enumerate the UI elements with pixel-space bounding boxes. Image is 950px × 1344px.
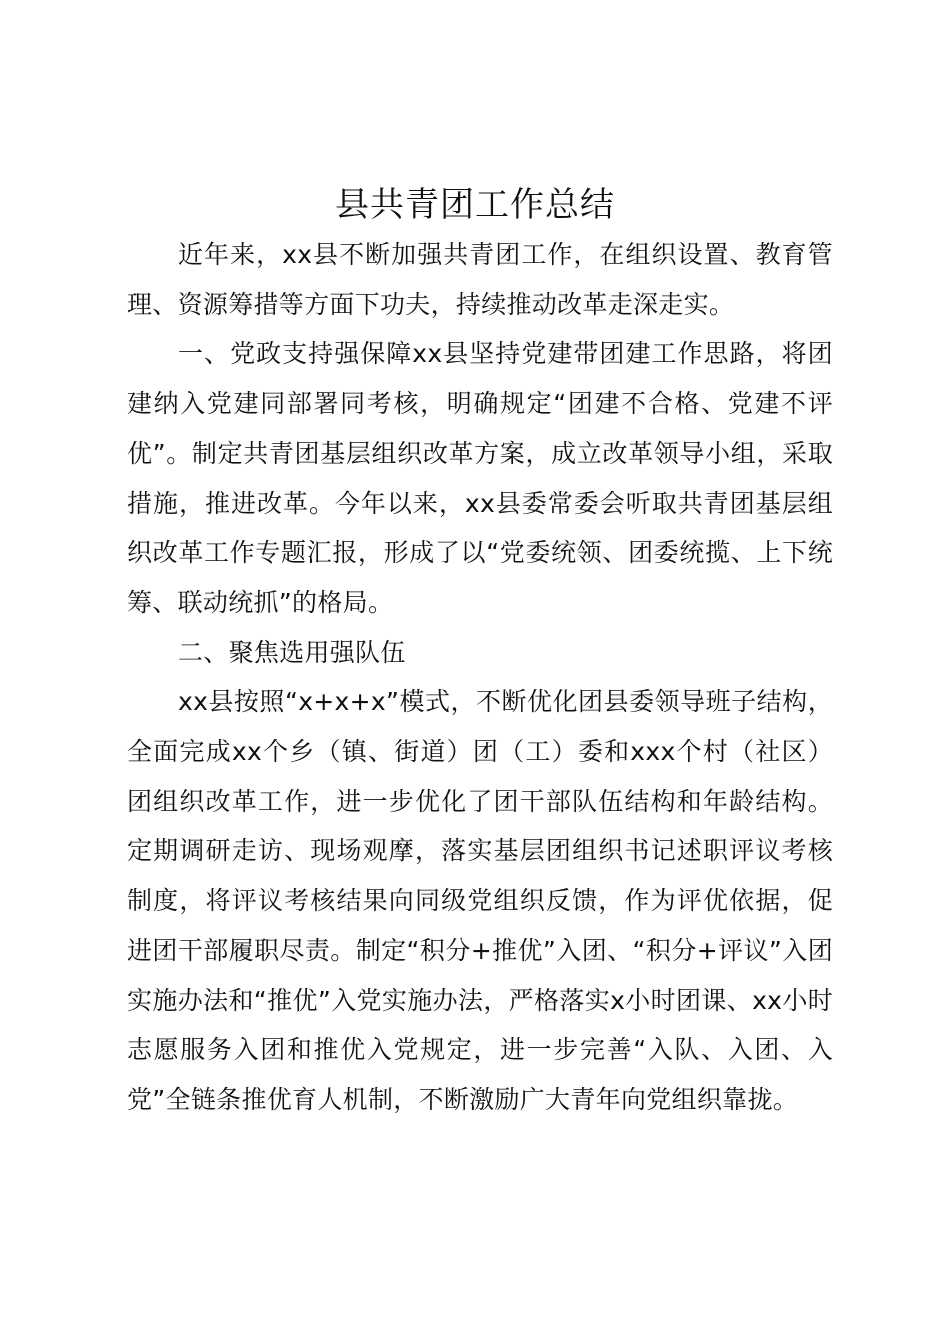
paragraph-section-2: xx县按照“x+x+x”模式，不断优化团县委领导班子结构，全面完成xx个乡（镇、街道）团（工）委和xxx个村（社区）团组织改革工作，进一步优化了团干部队伍结构和年龄结构。定期调研走访、现场观摩，落实基层团组织书记述职评议考核制度，将评议考核结果向同级党组织反馈，作为评优依据，促进团干部履职尽责。制定“积分+推优”入团、“积分+评议”入团实施办法和“推优”入党实施办法，严格落实x小时团课、xx小时志愿服务入团和推优入党规定，进一步完善“入队、入团、入党”全链条推优育人机制，不断激励广大青年向党组织靠拢。: [127, 687, 833, 1114]
document-body: [127, 230, 833, 1125]
document-title: 县共青团工作总结: [335, 185, 615, 225]
paragraph-section-1: 一、党政支持强保障xx县坚持党建带团建工作思路，将团建纳入党建同部署同考核，明确规定“团建不合格、党建不评优”。制定共青团基层组织改革方案，成立改革领导小组，采取措施，推进改革。今年以来，xx县委常委会听取共青团基层组织改革工作专题汇报，形成了以“党委统领、团委统揽、上下统筹、联动统抓”的格局。: [127, 339, 833, 617]
section-2-heading: 二、聚焦选用强队伍: [178, 637, 406, 667]
paragraph-intro: 近年来，xx县不断加强共青团工作，在组织设置、教育管理、资源筹措等方面下功夫，持续推动改革走深走实。: [127, 240, 833, 319]
